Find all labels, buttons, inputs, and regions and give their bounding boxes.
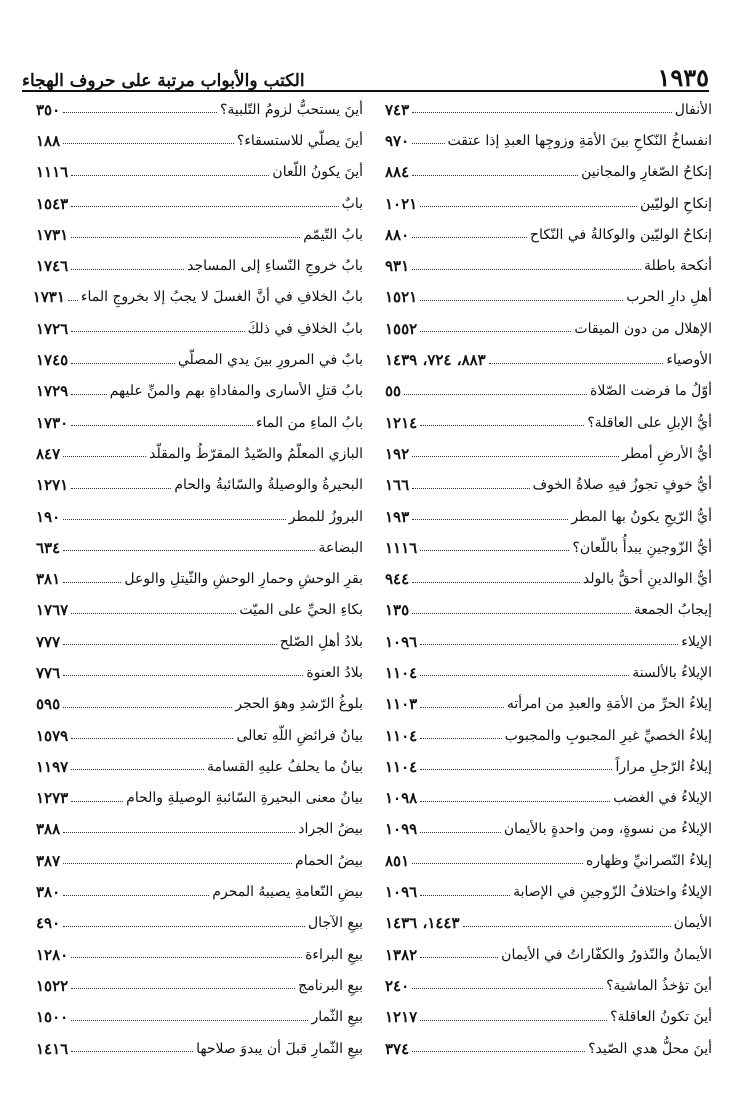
entry-title: بيعِ البرنامج: [298, 977, 363, 994]
dotted-leader: [463, 926, 671, 927]
dotted-leader: [420, 895, 510, 896]
index-entry: [36, 783, 363, 814]
dotted-leader: [412, 988, 603, 989]
index-entry: [36, 250, 363, 281]
index-entry: [385, 626, 712, 657]
dotted-leader: [420, 769, 612, 770]
dotted-leader: [420, 957, 498, 958]
entry-page-number: ٨٨٤: [385, 163, 410, 182]
index-entry: [385, 438, 712, 469]
entry-page-number: ٧٤٣: [385, 100, 410, 119]
index-entry: [36, 438, 363, 469]
running-title: الكتب والأبواب مرتبة على حروف الهجاء: [22, 71, 305, 91]
page-number: ١٩٣٥: [657, 63, 709, 92]
index-entry: [385, 720, 712, 751]
index-entry: [36, 344, 363, 375]
entry-title: الأيمانُ والنّذورُ والكفّاراتُ في الأيمان: [501, 946, 712, 963]
entry-title: بابُ التّيمّم: [303, 226, 363, 243]
entry-page-number: ١٢١٧: [385, 1008, 418, 1027]
dotted-leader: [71, 363, 175, 364]
page-header: [22, 58, 709, 90]
index-entry: [36, 720, 363, 751]
entry-page-number: ٦٣٤: [36, 538, 61, 557]
index-entry: [385, 970, 712, 1001]
dotted-leader: [420, 738, 501, 739]
entry-page-number: ٤٩٠: [36, 914, 61, 933]
entry-title: الإيلاء: [681, 633, 712, 650]
dotted-leader: [68, 300, 78, 301]
entry-page-number: ٣٨٠: [36, 883, 61, 902]
dotted-leader: [489, 363, 664, 364]
entry-page-number: ١١٠٤: [385, 757, 418, 776]
dotted-leader: [412, 488, 529, 489]
dotted-leader: [71, 394, 106, 395]
entry-title: بابُ قتلِ الأسارى والمفاداةِ بهم والمنِّ عليهم: [109, 383, 363, 400]
index-entry: [36, 157, 363, 188]
index-entry: [385, 595, 712, 626]
dotted-leader: [412, 175, 578, 176]
index-entry: [36, 219, 363, 250]
dotted-leader: [71, 769, 204, 770]
entry-page-number: ١٣٥: [385, 601, 410, 620]
index-entry: [385, 845, 712, 876]
index-entry: [36, 532, 363, 563]
entry-page-number: ١٧٣١: [36, 225, 69, 244]
entry-title: إيلاءُ الرّجلِ مراراً: [615, 758, 712, 775]
index-entry: [36, 407, 363, 438]
entry-title: بيضُ الجراد: [298, 821, 363, 838]
index-entry: [385, 157, 712, 188]
entry-page-number: ١١١٦: [36, 163, 69, 182]
entry-page-number: ١٥٧٩: [36, 726, 69, 745]
entry-title: بيعِ البراءة: [305, 946, 363, 963]
entry-page-number: ١٠٢١: [385, 194, 418, 213]
entry-page-number: ١١٠٤: [385, 663, 418, 682]
entry-page-number: ٩٤٤: [385, 570, 410, 589]
entry-page-number: ١٧٢٦: [36, 319, 69, 338]
index-entry: [385, 125, 712, 156]
entry-page-number: ٣٧٤: [385, 1039, 410, 1058]
entry-title: الإهلال من دون الميقات: [574, 320, 712, 337]
entry-title: أيُّ الزّوجينِ يبدأُ باللّعان؟: [572, 539, 712, 556]
entry-page-number: ١٩٢: [385, 444, 410, 463]
entry-title: إنكاحُ الصّغارِ والمجانين: [581, 164, 712, 181]
index-entry: [36, 501, 363, 532]
entry-title: بلادُ العنوة: [306, 664, 363, 681]
entry-page-number: ٨٨٠: [385, 225, 410, 244]
entry-title: بيضِ النّعامةِ يصيبهُ المحرم: [212, 884, 363, 901]
entry-title: الإيلاءُ بالألسنة: [632, 664, 712, 681]
entry-title: الإيلاءُ في الغضب: [613, 790, 712, 807]
entry-page-number: ١١٠٤: [385, 726, 418, 745]
dotted-leader: [63, 456, 146, 457]
dotted-leader: [63, 582, 121, 583]
entry-page-number: ١٥٥٢: [385, 319, 418, 338]
entry-title: بقرِ الوحشِ وحمارِ الوحشِ والثّيتلِ والوعل: [124, 571, 363, 588]
index-entry: [385, 1002, 712, 1033]
header-rule: [22, 90, 709, 92]
dotted-leader: [412, 1051, 585, 1052]
entry-title: أيُّ خوفٍ تجوزُ فيهِ صلاةُ الخوف: [532, 477, 712, 494]
entry-page-number: ٣٥٠: [36, 100, 61, 119]
entry-title: أيُّ الأرضِ أمطر: [622, 445, 712, 462]
dotted-leader: [63, 112, 217, 113]
entry-title: بابُ الخلافِ في ذلكَ: [247, 320, 363, 337]
entry-page-number: ١٥٢٢: [36, 976, 69, 995]
entry-page-number: ١٧٢٩: [36, 382, 69, 401]
dotted-leader: [63, 675, 303, 676]
entry-title: أينَ يستحبُّ لزومُ التّلبية؟: [219, 101, 363, 118]
dotted-leader: [420, 331, 571, 332]
dotted-leader: [63, 519, 286, 520]
entry-title: البضاعة: [318, 539, 363, 556]
entry-page-number: ١٥٤٣: [36, 194, 69, 213]
entry-page-number: ١٣٨٢: [385, 945, 418, 964]
index-entry: [36, 657, 363, 688]
index-entry: [36, 595, 363, 626]
entry-page-number: ١٢٨٠: [36, 945, 69, 964]
index-entry: [36, 876, 363, 907]
index-entry: [385, 94, 712, 125]
entry-page-number: ١٧٣٠: [36, 413, 69, 432]
dotted-leader: [71, 269, 184, 270]
index-entry: [36, 125, 363, 156]
entry-title: انفساخُ النّكاحِ بينَ الأمَةِ وزوجِها العبدِ إذا عتقت: [447, 132, 712, 149]
dotted-leader: [412, 143, 444, 144]
index-entry: [36, 939, 363, 970]
dotted-leader: [71, 425, 253, 426]
entry-title: بيعِ الآجال: [308, 915, 363, 932]
dotted-leader: [63, 550, 315, 551]
entry-title: أينَ تؤخذُ الماشية؟: [606, 977, 712, 994]
entry-page-number: ١٧٦٧: [36, 601, 69, 620]
dotted-leader: [412, 269, 641, 270]
entry-title: أينَ يكونُ اللّعان: [272, 164, 363, 181]
entry-page-number: ١٠٩٦: [385, 883, 418, 902]
dotted-leader: [412, 582, 580, 583]
index-entry: [36, 845, 363, 876]
entry-page-number: ١٩٣: [385, 507, 410, 526]
dotted-leader: [71, 613, 236, 614]
index-entry: [385, 344, 712, 375]
index-entry: [385, 783, 712, 814]
entry-title: إيلاءُ الخصيِّ غيرِ المجبوبِ والمجبوب: [504, 727, 712, 744]
entry-title: بابُ الماءِ من الماء: [255, 414, 363, 431]
dotted-leader: [71, 488, 171, 489]
entry-page-number: ١١٩٧: [36, 757, 69, 776]
dotted-leader: [71, 738, 233, 739]
dotted-leader: [71, 331, 244, 332]
index-entry: [385, 501, 712, 532]
index-entry: [36, 94, 363, 125]
entry-page-number: ١٤٤٣، ١٤٣٦: [385, 914, 460, 933]
entry-page-number: ٨٤٧: [36, 444, 61, 463]
entry-page-number: ٣٨٧: [36, 851, 61, 870]
entry-title: البروزُ للمطر: [288, 508, 363, 525]
index-entry: [36, 751, 363, 782]
entry-page-number: ١٥٢١: [385, 288, 418, 307]
dotted-leader: [63, 926, 305, 927]
index-entry: [385, 282, 712, 313]
index-entry: [36, 1033, 363, 1064]
entry-title: بابُ الخلافِ في أنَّ الغسلَ لا يجبُ إلا بخروجِ الماء: [80, 289, 363, 306]
entry-page-number: ٩٧٠: [385, 131, 410, 150]
dotted-leader: [412, 456, 619, 457]
entry-page-number: ٣٨٨: [36, 820, 61, 839]
index-entry: [385, 939, 712, 970]
dotted-leader: [412, 613, 631, 614]
index-entry: [36, 376, 363, 407]
dotted-leader: [63, 644, 277, 645]
entry-title: بابٌ في المرورِ بينَ يدي المصلّي: [177, 352, 363, 369]
entry-title: بلوغُ الرّشدِ وهوَ الحجر: [235, 696, 363, 713]
index-entry: [385, 563, 712, 594]
index-entry: [385, 1033, 712, 1064]
index-entry: [36, 563, 363, 594]
index-entry: [36, 814, 363, 845]
entry-page-number: ١٧٤٦: [36, 257, 69, 276]
dotted-leader: [71, 1020, 308, 1021]
entry-title: بابٌ: [341, 195, 363, 212]
entry-title: أهلِ دارِ الحرب: [626, 289, 712, 306]
dotted-leader: [420, 801, 610, 802]
index-entry: [36, 470, 363, 501]
dotted-leader: [63, 832, 295, 833]
entry-page-number: ٢٤٠: [385, 976, 410, 995]
entry-page-number: ٧٧٧: [36, 632, 61, 651]
index-entry: [36, 313, 363, 344]
index-entry: [385, 219, 712, 250]
entry-page-number: ١٨٨: [36, 131, 61, 150]
entry-title: أينَ محلُّ هدي الصّيد؟: [588, 1040, 712, 1057]
index-column-left: [32, 94, 363, 1064]
entry-title: أيُّ الرّيحِ يكونُ بها المطر: [571, 508, 712, 525]
entry-title: إنكاحِ الوليّين: [639, 195, 712, 212]
entry-page-number: ١٧٤٥: [36, 351, 69, 370]
index-entry: [36, 689, 363, 720]
entry-title: الأنفال: [674, 101, 712, 118]
index-entry: [36, 626, 363, 657]
dotted-leader: [420, 300, 623, 301]
dotted-leader: [412, 519, 568, 520]
dotted-leader: [71, 801, 123, 802]
entry-page-number: ١٢٧٣: [36, 789, 69, 808]
index-entry: [385, 532, 712, 563]
entry-page-number: ٨٨٣، ٧٢٤، ١٤٣٩: [385, 351, 486, 370]
dotted-leader: [420, 707, 504, 708]
entry-page-number: ١٦٦: [385, 476, 410, 495]
entry-page-number: ٩٣١: [385, 257, 410, 276]
entry-title: بيضُ الحمام: [295, 852, 363, 869]
index-entry: [385, 876, 712, 907]
index-entry: [385, 407, 712, 438]
dotted-leader: [63, 143, 234, 144]
index-entry: [32, 282, 363, 313]
entry-title: بكاءِ الحيِّ على الميّت: [239, 602, 363, 619]
entry-page-number: ١٤١٦: [36, 1039, 69, 1058]
entry-title: بيانُ فرائضِ اللّهِ تعالى: [236, 727, 363, 744]
index-entry: [385, 657, 712, 688]
index-entry: [36, 1002, 363, 1033]
entry-page-number: ١٠٩٨: [385, 789, 418, 808]
entry-page-number: ١٠٩٦: [385, 632, 418, 651]
entry-title: بيعِ الثّمار: [311, 1009, 363, 1026]
entry-title: الأيمان: [673, 915, 712, 932]
dotted-leader: [404, 394, 587, 395]
dotted-leader: [420, 425, 584, 426]
entry-title: أينَ يصلّي للاستسقاء؟: [236, 132, 363, 149]
entry-title: البحيرةُ والوصيلةُ والسّائبةُ والحام: [174, 477, 363, 494]
index-entry: [385, 188, 712, 219]
entry-page-number: ١٢١٤: [385, 413, 418, 432]
index-entry: [36, 970, 363, 1001]
dotted-leader: [71, 1051, 193, 1052]
entry-title: أنكحة باطلة: [644, 258, 712, 275]
entry-title: إيلاءُ الحرِّ من الأمَةِ والعبدِ من امرأته: [506, 696, 712, 713]
index-entry: [385, 376, 712, 407]
dotted-leader: [71, 988, 295, 989]
dotted-leader: [71, 175, 269, 176]
entry-title: بيعِ الثّمارِ قبلَ أن يبدوَ صلاحها: [196, 1040, 363, 1057]
index-entry: [36, 908, 363, 939]
dotted-leader: [71, 206, 338, 207]
entry-page-number: ٣٨١: [36, 570, 61, 589]
entry-page-number: ١١١٦: [385, 538, 418, 557]
entry-page-number: ٧٧٦: [36, 663, 61, 682]
entry-page-number: ٨٥١: [385, 851, 410, 870]
entry-title: إيلاءُ النّصرانيِّ وظهاره: [585, 852, 712, 869]
entry-page-number: ١١٠٣: [385, 695, 418, 714]
entry-title: الإيلاءُ من نسوةٍ، ومن واحدةٍ بالأيمان: [503, 821, 712, 838]
dotted-leader: [420, 1020, 607, 1021]
dotted-leader: [63, 895, 209, 896]
dotted-leader: [420, 644, 678, 645]
dotted-leader: [412, 863, 583, 864]
index-entry: [385, 751, 712, 782]
dotted-leader: [63, 707, 232, 708]
entry-title: أوّلُ ما فرضت الصّلاة: [590, 383, 712, 400]
dotted-leader: [412, 112, 672, 113]
entry-page-number: ١٠٩٩: [385, 820, 418, 839]
index-entry: [385, 908, 712, 939]
entry-page-number: ١٧٣١: [32, 288, 65, 307]
index-entry: [385, 470, 712, 501]
entry-title: بابُ خروجِ النّساءِ إلى المساجد: [187, 258, 363, 275]
entry-title: بيانُ ما يحلفُ عليهِ القسامة: [206, 758, 363, 775]
index-entry: [385, 250, 712, 281]
index-entry: [36, 188, 363, 219]
entry-page-number: ١٩٠: [36, 507, 61, 526]
dotted-leader: [420, 675, 629, 676]
entry-title: أينَ تكونُ العاقلة؟: [610, 1009, 712, 1026]
entry-title: أيُّ الوالدينِ أحقُّ بالولد: [582, 571, 712, 588]
entry-title: الإيلاءُ واختلافُ الزّوجينِ في الإصابة: [513, 884, 712, 901]
index-entry: [385, 689, 712, 720]
entry-title: بلادُ أهلِ الصّلح: [279, 633, 363, 650]
entry-page-number: ٥٥: [385, 382, 402, 401]
entry-title: أيُّ الإبلِ على العاقلة؟: [587, 414, 712, 431]
entry-title: إنكاحُ الوليّين والوكالةُ في النّكاح: [529, 226, 712, 243]
dotted-leader: [71, 957, 302, 958]
dotted-leader: [63, 863, 292, 864]
dotted-leader: [420, 832, 501, 833]
index-entry: [385, 313, 712, 344]
index-column-right: [385, 94, 712, 1064]
index-entry: [385, 814, 712, 845]
dotted-leader: [420, 550, 569, 551]
entry-page-number: ٥٩٥: [36, 695, 61, 714]
entry-title: إيجابُ الجمعة: [633, 602, 712, 619]
dotted-leader: [71, 237, 300, 238]
entry-page-number: ١٢٧١: [36, 476, 69, 495]
entry-title: بيانُ معنى البحيرةِ السّائبةِ الوصيلةِ والحام: [126, 790, 363, 807]
dotted-leader: [420, 206, 637, 207]
entry-title: الأوصياء: [666, 352, 712, 369]
entry-page-number: ١٥٠٠: [36, 1008, 69, 1027]
dotted-leader: [412, 237, 527, 238]
entry-title: البازي المعلّمُ والصّيدُ المقرّطُ والمقلّد: [149, 445, 363, 462]
